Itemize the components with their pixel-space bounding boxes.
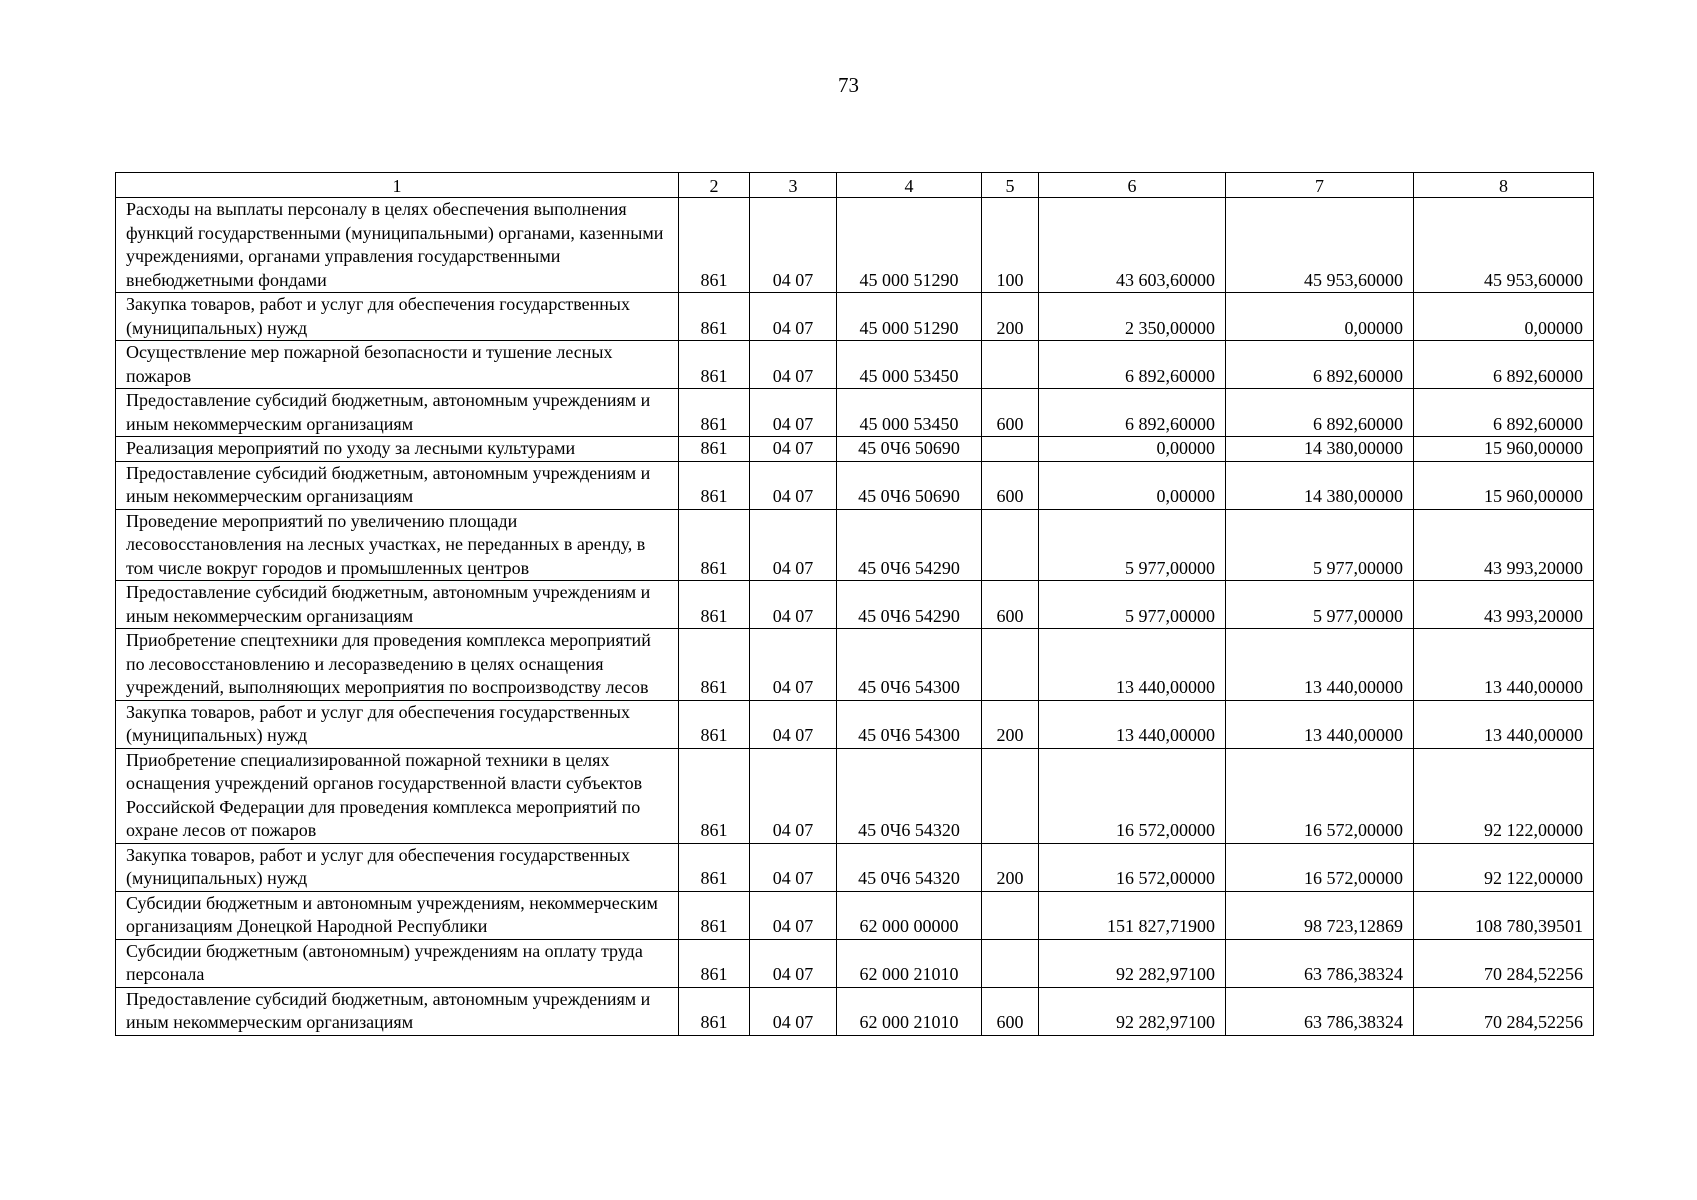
cell-expense-type: [982, 891, 1039, 939]
cell-name: Приобретение специализированной пожарной техники в целях оснащения учреждений органов государственной власти субъектов Российской Федерации для проведения комплекса мероприятий по охране лесов от пожаров: [116, 748, 679, 843]
cell-amount-8: 70 284,52256: [1414, 987, 1594, 1035]
cell-expense-type: 200: [982, 843, 1039, 891]
cell-amount-8: 13 440,00000: [1414, 629, 1594, 701]
table-row: [116, 293, 1594, 341]
cell-amount-7: 0,00000: [1226, 293, 1414, 341]
header-row: [116, 173, 1594, 198]
cell-amount-6: 16 572,00000: [1039, 748, 1226, 843]
table-row: [116, 461, 1594, 509]
column-header: 5: [982, 173, 1039, 198]
cell-name: Осуществление мер пожарной безопасности и тушение лесных пожаров: [116, 341, 679, 389]
column-header: 3: [750, 173, 837, 198]
cell-ministry-code: 861: [679, 509, 750, 581]
cell-section-code: 04 07: [750, 581, 837, 629]
cell-amount-8: 15 960,00000: [1414, 461, 1594, 509]
cell-target-code: 45 0Ч6 54300: [837, 700, 982, 748]
table-row: [116, 437, 1594, 462]
cell-amount-7: 14 380,00000: [1226, 461, 1414, 509]
cell-section-code: 04 07: [750, 461, 837, 509]
cell-expense-type: 200: [982, 293, 1039, 341]
cell-expense-type: [982, 939, 1039, 987]
cell-expense-type: 600: [982, 389, 1039, 437]
cell-name: Субсидии бюджетным (автономным) учреждениям на оплату труда персонала: [116, 939, 679, 987]
table-row: [116, 629, 1594, 701]
cell-target-code: 62 000 21010: [837, 939, 982, 987]
cell-section-code: 04 07: [750, 509, 837, 581]
cell-amount-6: 92 282,97100: [1039, 987, 1226, 1035]
cell-ministry-code: 861: [679, 389, 750, 437]
cell-name: Приобретение спецтехники для проведения комплекса мероприятий по лесовосстановлению и лесоразведению в целях оснащения учреждений, выполняющих мероприятия по воспроизводству лесов: [116, 629, 679, 701]
cell-amount-8: 6 892,60000: [1414, 389, 1594, 437]
cell-name: Расходы на выплаты персоналу в целях обеспечения выполнения функций государственными (муниципальными) органами, казенными учреждениями, органами управления государственными внебюджетными фондами: [116, 198, 679, 293]
cell-amount-7: 13 440,00000: [1226, 629, 1414, 701]
cell-ministry-code: 861: [679, 939, 750, 987]
cell-section-code: 04 07: [750, 437, 837, 462]
table-row: [116, 389, 1594, 437]
cell-amount-8: 13 440,00000: [1414, 700, 1594, 748]
cell-section-code: 04 07: [750, 629, 837, 701]
cell-amount-8: 15 960,00000: [1414, 437, 1594, 462]
cell-amount-6: 13 440,00000: [1039, 629, 1226, 701]
cell-expense-type: 600: [982, 461, 1039, 509]
cell-section-code: 04 07: [750, 748, 837, 843]
cell-amount-7: 63 786,38324: [1226, 939, 1414, 987]
cell-amount-6: 2 350,00000: [1039, 293, 1226, 341]
cell-target-code: 45 0Ч6 54300: [837, 629, 982, 701]
cell-target-code: 45 000 53450: [837, 389, 982, 437]
cell-section-code: 04 07: [750, 939, 837, 987]
cell-target-code: 45 0Ч6 54290: [837, 581, 982, 629]
column-header: 1: [116, 173, 679, 198]
table-row: [116, 939, 1594, 987]
cell-ministry-code: 861: [679, 987, 750, 1035]
cell-target-code: 45 000 53450: [837, 341, 982, 389]
cell-amount-7: 5 977,00000: [1226, 509, 1414, 581]
table-row: [116, 748, 1594, 843]
cell-ministry-code: 861: [679, 437, 750, 462]
cell-target-code: 62 000 00000: [837, 891, 982, 939]
cell-amount-8: 108 780,39501: [1414, 891, 1594, 939]
cell-amount-6: 151 827,71900: [1039, 891, 1226, 939]
cell-ministry-code: 861: [679, 748, 750, 843]
column-header: 4: [837, 173, 982, 198]
cell-target-code: 45 0Ч6 50690: [837, 461, 982, 509]
table-row: [116, 843, 1594, 891]
table-row: [116, 891, 1594, 939]
cell-expense-type: [982, 629, 1039, 701]
column-header: 6: [1039, 173, 1226, 198]
cell-amount-6: 16 572,00000: [1039, 843, 1226, 891]
cell-amount-8: 43 993,20000: [1414, 581, 1594, 629]
budget-table: [115, 172, 1594, 1036]
cell-amount-7: 13 440,00000: [1226, 700, 1414, 748]
cell-ministry-code: 861: [679, 293, 750, 341]
cell-section-code: 04 07: [750, 891, 837, 939]
cell-name: Предоставление субсидий бюджетным, автономным учреждениям и иным некоммерческим организациям: [116, 389, 679, 437]
cell-ministry-code: 861: [679, 581, 750, 629]
cell-amount-6: 6 892,60000: [1039, 389, 1226, 437]
column-header: 8: [1414, 173, 1594, 198]
cell-ministry-code: 861: [679, 198, 750, 293]
cell-ministry-code: 861: [679, 891, 750, 939]
cell-amount-8: 0,00000: [1414, 293, 1594, 341]
cell-amount-8: 6 892,60000: [1414, 341, 1594, 389]
cell-amount-8: 92 122,00000: [1414, 748, 1594, 843]
cell-section-code: 04 07: [750, 341, 837, 389]
column-header: 7: [1226, 173, 1414, 198]
cell-target-code: 45 0Ч6 54320: [837, 843, 982, 891]
cell-expense-type: 200: [982, 700, 1039, 748]
cell-amount-6: 43 603,60000: [1039, 198, 1226, 293]
cell-section-code: 04 07: [750, 987, 837, 1035]
cell-target-code: 45 0Ч6 50690: [837, 437, 982, 462]
cell-target-code: 45 0Ч6 54320: [837, 748, 982, 843]
cell-expense-type: [982, 509, 1039, 581]
cell-expense-type: [982, 437, 1039, 462]
cell-amount-8: 70 284,52256: [1414, 939, 1594, 987]
cell-amount-7: 6 892,60000: [1226, 341, 1414, 389]
cell-target-code: 45 0Ч6 54290: [837, 509, 982, 581]
cell-amount-8: 92 122,00000: [1414, 843, 1594, 891]
cell-section-code: 04 07: [750, 700, 837, 748]
cell-target-code: 45 000 51290: [837, 198, 982, 293]
cell-amount-7: 63 786,38324: [1226, 987, 1414, 1035]
cell-amount-8: 45 953,60000: [1414, 198, 1594, 293]
cell-expense-type: 600: [982, 581, 1039, 629]
cell-ministry-code: 861: [679, 629, 750, 701]
cell-name: Закупка товаров, работ и услуг для обеспечения государственных (муниципальных) нужд: [116, 293, 679, 341]
cell-ministry-code: 861: [679, 341, 750, 389]
table-row: [116, 509, 1594, 581]
cell-section-code: 04 07: [750, 293, 837, 341]
cell-expense-type: [982, 341, 1039, 389]
cell-name: Предоставление субсидий бюджетным, автономным учреждениям и иным некоммерческим организациям: [116, 581, 679, 629]
cell-expense-type: 100: [982, 198, 1039, 293]
cell-amount-7: 16 572,00000: [1226, 843, 1414, 891]
cell-name: Предоставление субсидий бюджетным, автономным учреждениям и иным некоммерческим организациям: [116, 461, 679, 509]
table-body: [116, 198, 1594, 1036]
table-row: [116, 198, 1594, 293]
page-number: 73: [838, 73, 859, 97]
cell-name: Проведение мероприятий по увеличению площади лесовосстановления на лесных участках, не переданных в аренду, в том числе вокруг городов и промышленных центров: [116, 509, 679, 581]
cell-amount-7: 98 723,12869: [1226, 891, 1414, 939]
cell-amount-7: 45 953,60000: [1226, 198, 1414, 293]
cell-amount-7: 5 977,00000: [1226, 581, 1414, 629]
table-row: [116, 700, 1594, 748]
cell-expense-type: 600: [982, 987, 1039, 1035]
cell-name: Закупка товаров, работ и услуг для обеспечения государственных (муниципальных) нужд: [116, 843, 679, 891]
cell-target-code: 62 000 21010: [837, 987, 982, 1035]
cell-section-code: 04 07: [750, 843, 837, 891]
table-row: [116, 581, 1594, 629]
cell-amount-6: 6 892,60000: [1039, 341, 1226, 389]
cell-amount-6: 92 282,97100: [1039, 939, 1226, 987]
cell-target-code: 45 000 51290: [837, 293, 982, 341]
cell-amount-7: 16 572,00000: [1226, 748, 1414, 843]
cell-amount-7: 14 380,00000: [1226, 437, 1414, 462]
cell-amount-8: 43 993,20000: [1414, 509, 1594, 581]
cell-expense-type: [982, 748, 1039, 843]
cell-name: Предоставление субсидий бюджетным, автономным учреждениям и иным некоммерческим организациям: [116, 987, 679, 1035]
cell-ministry-code: 861: [679, 843, 750, 891]
table-row: [116, 987, 1594, 1035]
cell-amount-6: 13 440,00000: [1039, 700, 1226, 748]
cell-name: Реализация мероприятий по уходу за лесными культурами: [116, 437, 679, 462]
cell-ministry-code: 861: [679, 461, 750, 509]
column-header: 2: [679, 173, 750, 198]
table-row: [116, 341, 1594, 389]
cell-amount-7: 6 892,60000: [1226, 389, 1414, 437]
cell-amount-6: 5 977,00000: [1039, 509, 1226, 581]
cell-amount-6: 5 977,00000: [1039, 581, 1226, 629]
cell-amount-6: 0,00000: [1039, 437, 1226, 462]
cell-section-code: 04 07: [750, 389, 837, 437]
cell-amount-6: 0,00000: [1039, 461, 1226, 509]
cell-section-code: 04 07: [750, 198, 837, 293]
cell-ministry-code: 861: [679, 700, 750, 748]
cell-name: Закупка товаров, работ и услуг для обеспечения государственных (муниципальных) нужд: [116, 700, 679, 748]
cell-name: Субсидии бюджетным и автономным учреждениям, некоммерческим организациям Донецкой Народной Республики: [116, 891, 679, 939]
